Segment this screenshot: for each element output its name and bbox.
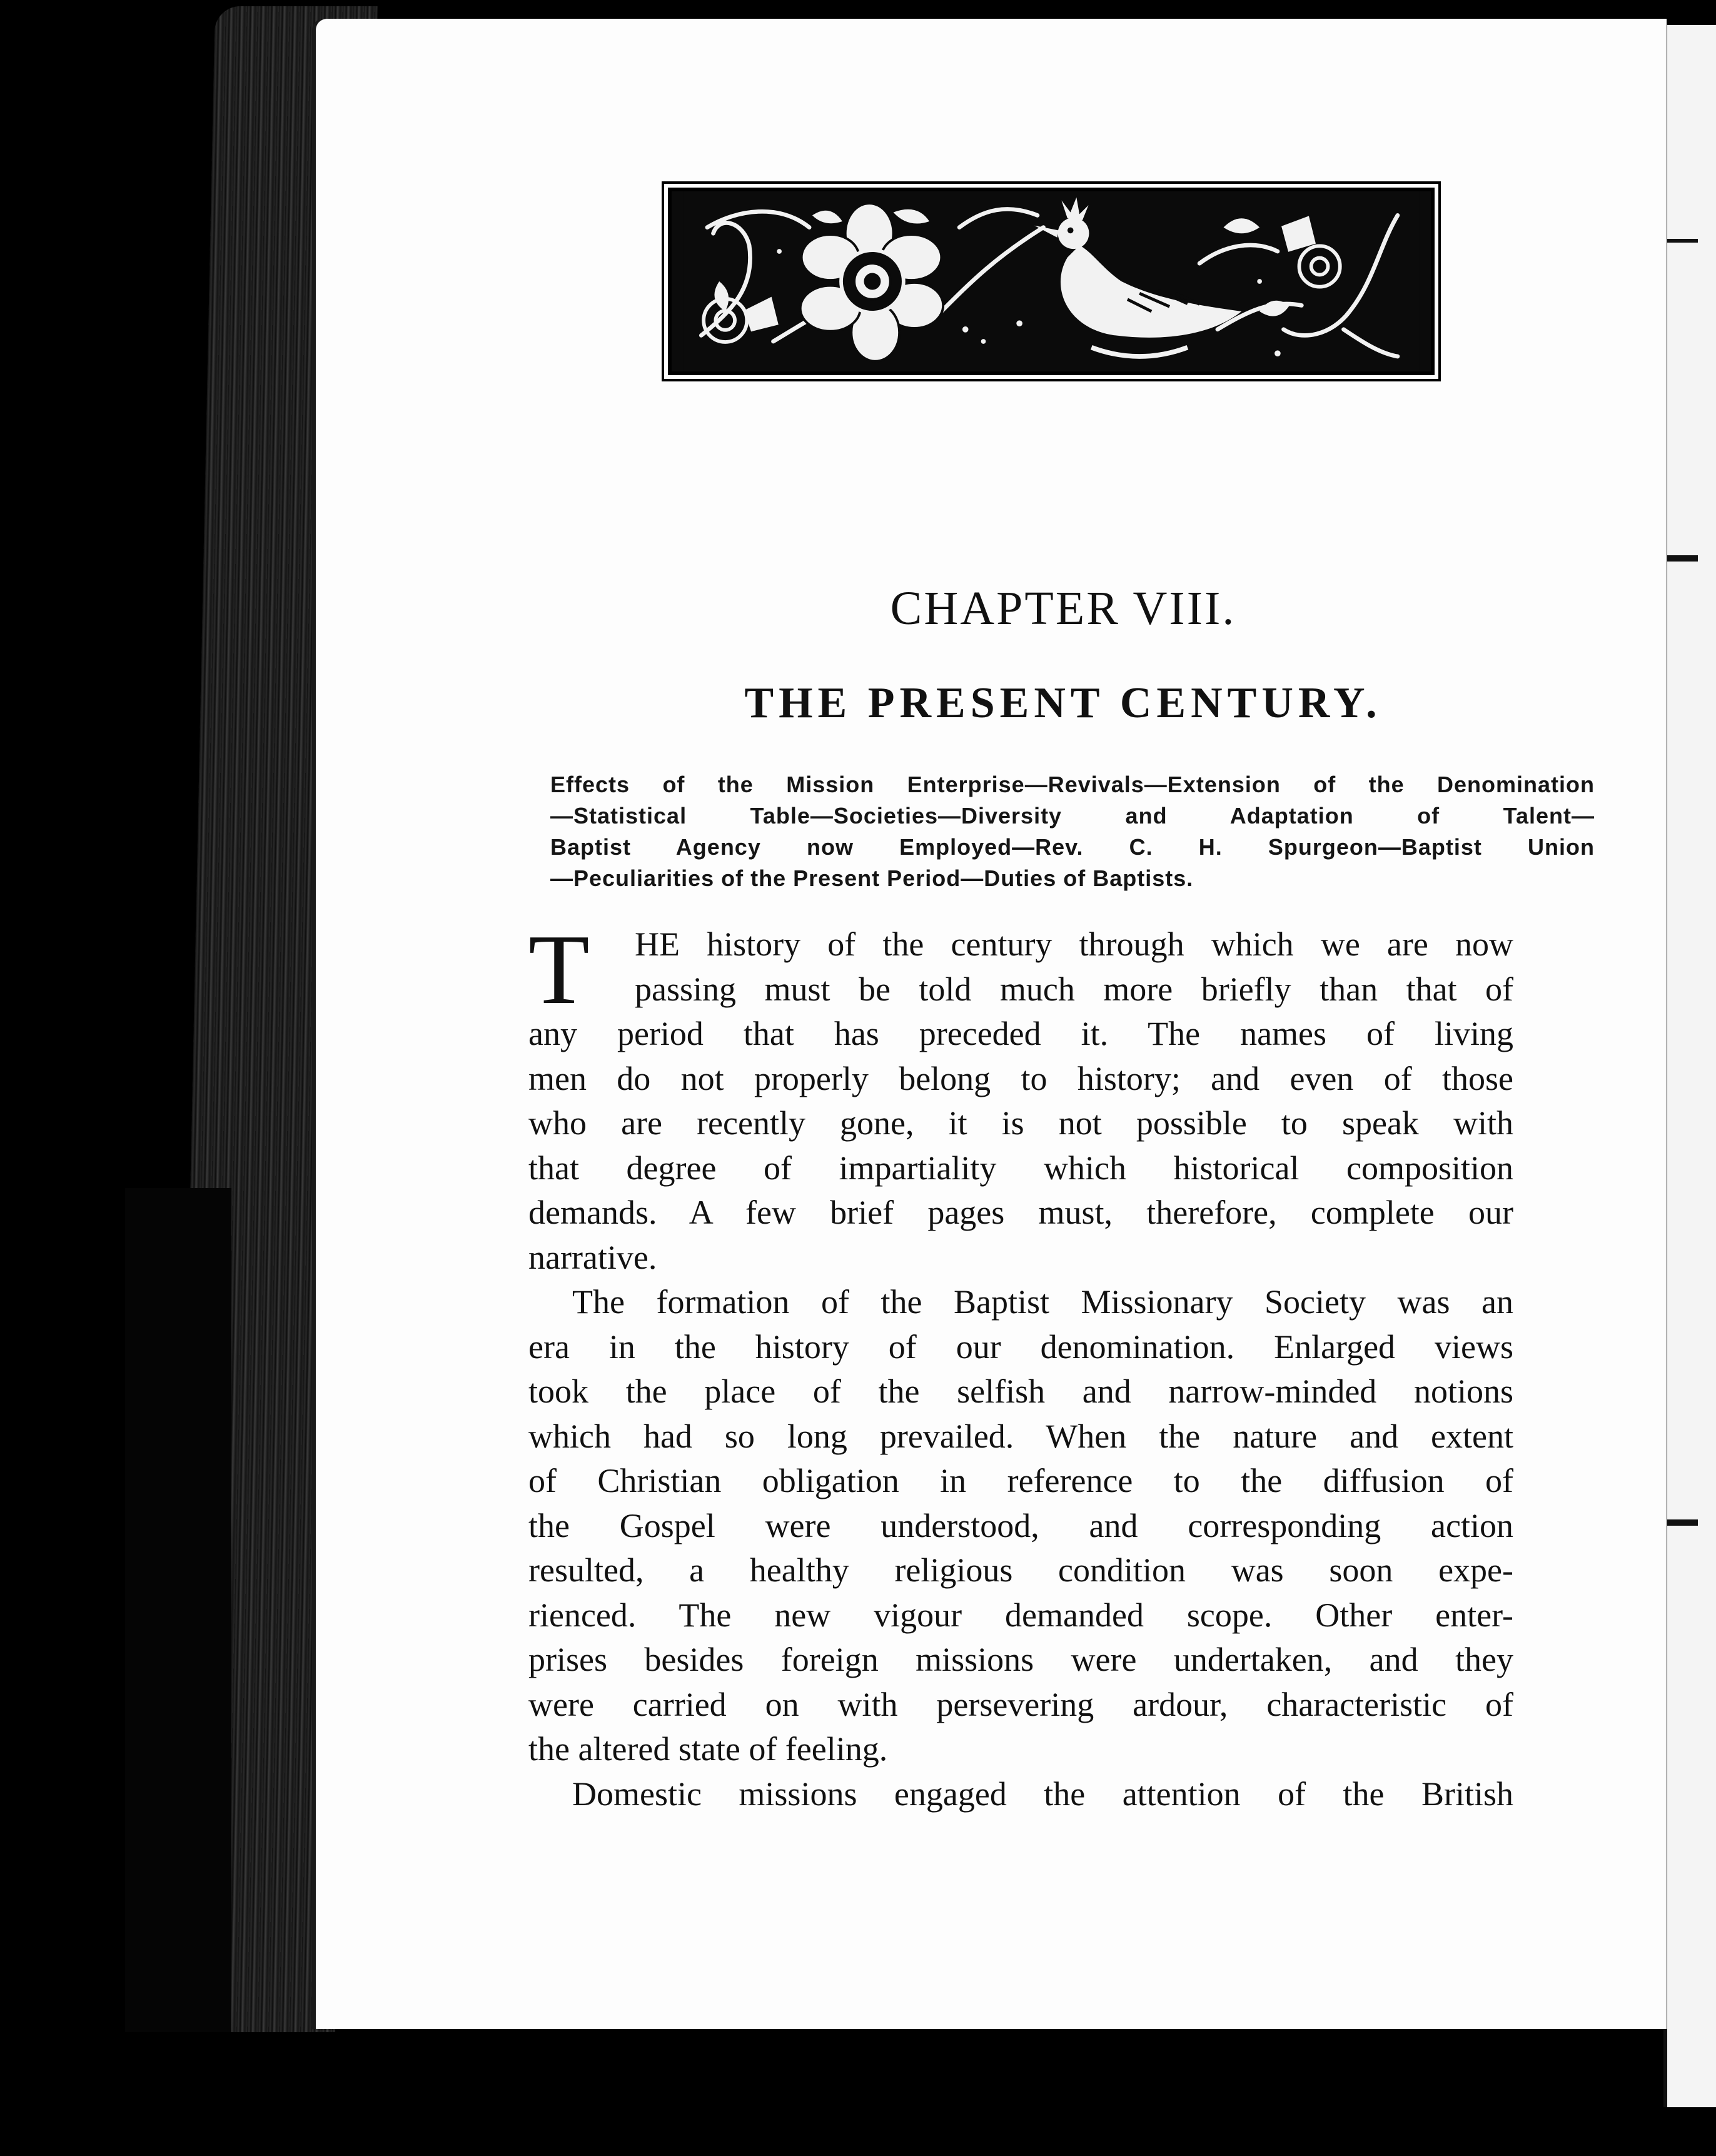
paragraph-line: which had so long prevailed. When the nature and extent [528,1417,1513,1455]
paragraph-line: era in the history of our denomination. Enlarged views [528,1327,1513,1366]
paragraph-line: resulted, a healthy religious condition was soon expe- [528,1551,1513,1589]
synopsis-line: Effects of the Mission Enterprise—Revivals—Extension of the Denomination [550,772,1595,797]
paragraph-line: any period that has preceded it. The names of living [528,1015,1513,1052]
facing-page-edge [1663,25,1716,2107]
paragraph-line: HE history of the century through which we are now [635,925,1513,963]
synopsis-line: Baptist Agency now Employed—Rev. C. H. Spurgeon—Baptist Union [550,834,1595,860]
paragraph-line: who are recently gone, it is not possible to speak with [528,1104,1513,1142]
paragraph-line: the altered state of feeling. [528,1730,888,1768]
chapter-synopsis [550,769,1595,894]
paragraph-line: men do not properly belong to history; and even of those [528,1059,1513,1097]
paragraph-line: that degree of impartiality which historical composition [528,1149,1513,1187]
paragraph-line: rienced. The new vigour demanded scope. Other enter- [528,1596,1513,1634]
drop-cap: T [528,914,590,1025]
synopsis-line: —Statistical Table—Societies—Diversity and Adaptation of Talent— [550,803,1595,829]
body-text [528,914,1513,1816]
paragraph-line: prises besides foreign missions were undertaken, and they [528,1641,1513,1678]
paragraph-line: of Christian obligation in reference to the diffusion of [528,1462,1513,1499]
decorative-headpiece-flower-bird-icon [672,191,1431,371]
paragraph-line: narrative. [528,1238,657,1276]
paragraph-line: Domestic missions engaged the attention of the British [572,1775,1513,1813]
paragraph-line: passing must be told much more briefly than that of [635,970,1513,1008]
synopsis-line: —Peculiarities of the Present Period—Duties of Baptists. [550,865,1194,891]
chapter-title: THE PRESENT CENTURY. [744,679,1382,727]
chapter-heading: CHAPTER VIII. [890,582,1236,635]
decorative-headpiece [668,188,1435,375]
paragraph-line: took the place of the selfish and narrow-minded notions [528,1373,1513,1410]
paragraph-line: demands. A few brief pages must, therefore, complete our [528,1194,1513,1231]
paragraph-line: The formation of the Baptist Missionary Society was an [572,1283,1513,1321]
paragraph-line: were carried on with persevering ardour, characteristic of [528,1685,1513,1723]
paragraph-line: the Gospel were understood, and corresponding action [528,1506,1513,1544]
book-spine-shadow [125,1188,231,2032]
